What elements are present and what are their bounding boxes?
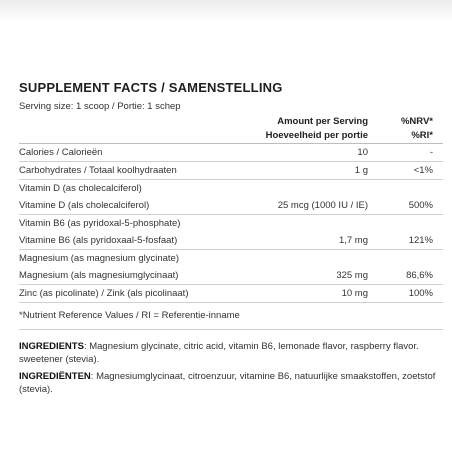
table-row [19,250,443,267]
nutrient-amount: 10 mg [341,288,368,299]
nutrient-amount: 1,7 mg [338,235,368,246]
nrv-header-nl: %RI* [411,130,433,141]
nutrient-nrv: 86,6% [406,270,433,281]
ingredients-nl-label: INGREDIËNTEN [19,371,91,382]
nutrient-label: Zinc (as picolinate) / Zink (als picolinaat) [19,288,189,299]
nutrient-nrv: 100% [408,288,433,299]
nutrient-amount: 25 mcg (1000 IU / IE) [277,200,368,211]
nutrient-label: Vitamin B6 (as pyridoxal-5-phosphate) [19,218,181,229]
table-row [19,267,443,285]
panel-title: SUPPLEMENT FACTS / SAMENSTELLING [19,80,283,95]
nutrient-label: Magnesium (as magnesium glycinate) [19,253,179,264]
column-header [19,113,443,143]
amount-header-nl: Hoeveelheid per portie [265,130,368,141]
nutrient-nrv: 121% [408,235,433,246]
nutrient-label: Vitamine B6 (als pyridoxaal-5-fosfaat) [19,235,178,246]
table-row [19,197,443,215]
nutrient-amount: 10 [357,147,368,158]
ingredients-en [19,340,443,366]
ingredients-nl [19,370,443,396]
nutrient-label: Vitamin D (as cholecalciferol) [19,183,142,194]
table-row [19,180,443,197]
nutrient-nrv: 500% [408,200,433,211]
table-row [19,215,443,232]
nutrient-label: Vitamine D (als cholecalciferol) [19,200,150,211]
nutrient-label: Calories / Calorieën [19,147,103,158]
nrv-footnote: *Nutrient Reference Values / RI = Referentie-inname [19,310,240,321]
nutrient-nrv: - [429,147,433,158]
top-background-fade [0,0,452,22]
nutrient-label: Carbohydrates / Totaal koolhydraaten [19,165,177,176]
ingredients-nl-text: : Magnesiumglycinaat, citroenzuur, vitamine B6, natuurlijke smaakstoffen, zoetstof (stevia). [19,371,436,395]
serving-size: Serving size: 1 scoop / Portie: 1 schep [19,101,181,112]
supplement-facts-panel [19,79,443,396]
nutrient-amount: 1 g [354,165,368,176]
nutrient-nrv: <1% [413,165,433,176]
nutrient-table [19,143,443,303]
amount-header-en: Amount per Serving [277,116,368,127]
nutrient-amount: 325 mg [336,270,368,281]
amount-header [266,115,368,143]
nrv-header [401,115,433,143]
table-row [19,162,443,180]
divider [19,329,443,330]
ingredients-en-label: INGREDIENTS [19,341,84,352]
ingredients-en-text: : Magnesium glycinate, citric acid, vitamin B6, lemonade flavor, raspberry flavor. sweetener (stevia). [19,341,419,365]
table-row [19,232,443,250]
table-row [19,285,443,303]
nutrient-label: Magnesium (als magnesiumglycinaat) [19,270,179,281]
table-row [19,144,443,162]
nrv-header-en: %NRV* [400,116,433,127]
